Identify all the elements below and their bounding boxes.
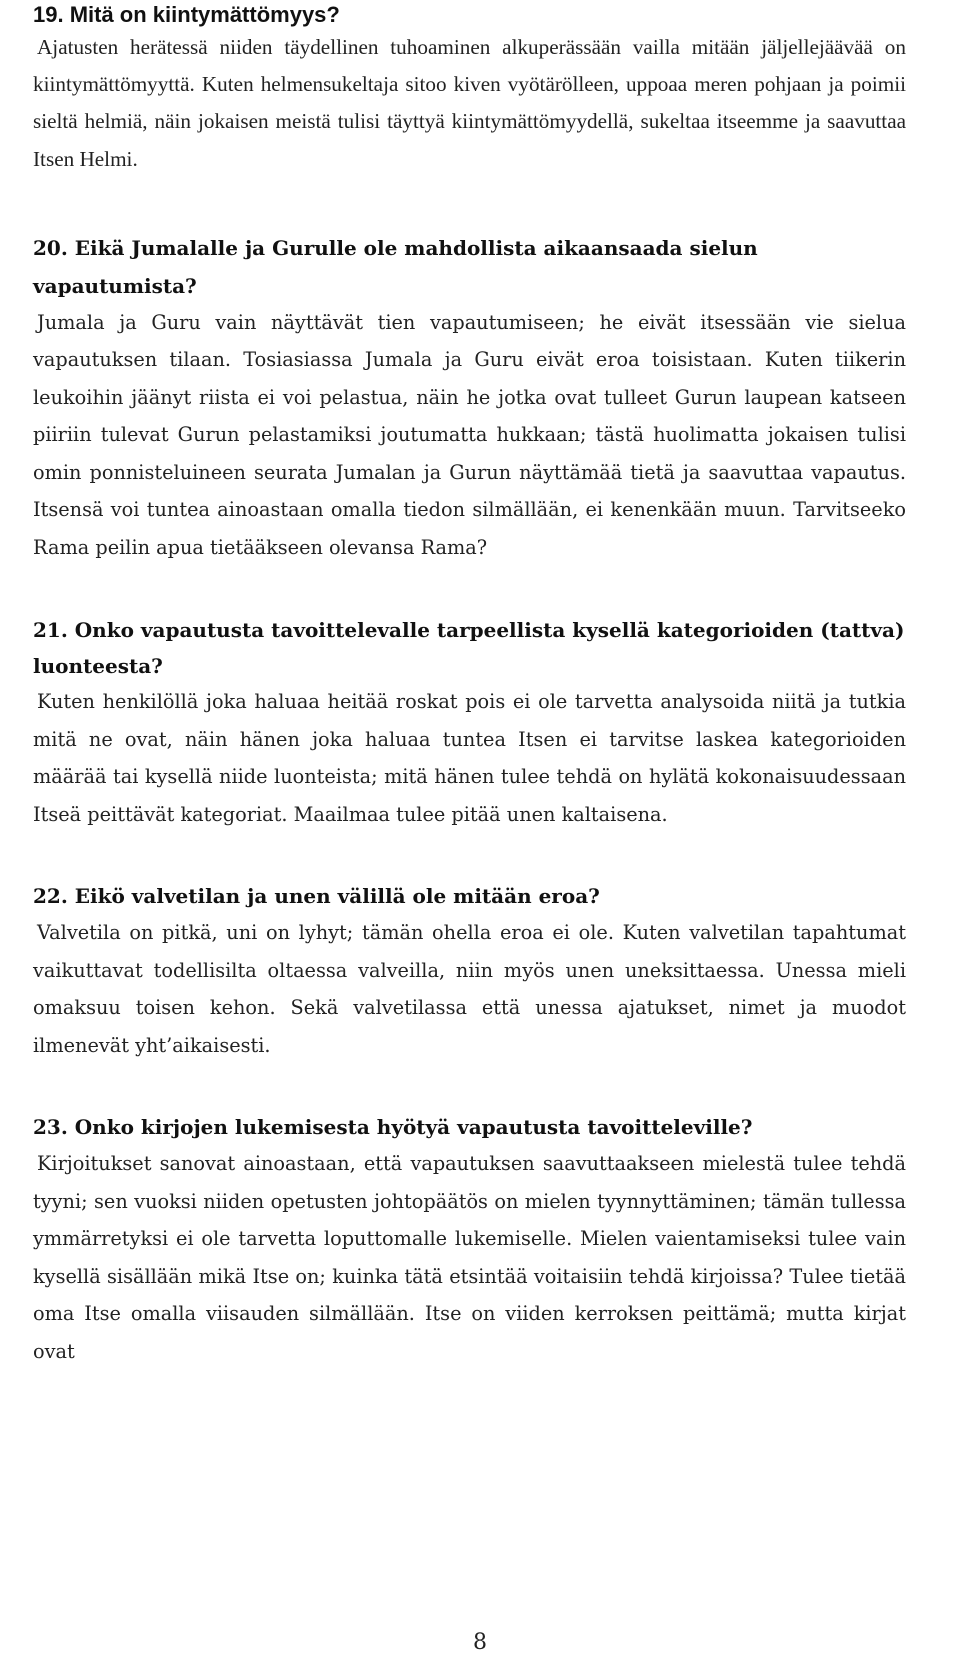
section-23 <box>33 1109 906 1370</box>
question-heading: 21. Onko vapautusta tavoittelevalle tarpeellista kysellä kategorioiden (tattva) luonteesta? <box>33 618 905 679</box>
answer-paragraph: Jumala ja Guru vain näyttävät tien vapautumiseen; he eivät itsessään vie sielua vapautuksen tilaan. Tosiasiassa Jumala ja Guru eivät eroa toisistaan. Kuten tiikerin leukoihin jäänyt riista ei voi pelastua, näin he jotka ovat tulleet Gurun laupean katseen piiriin tulevat Gurun pelastamiksi joutumatta hukkaan; tästä huolimatta jokaisen tulisi omin ponnisteluineen seurata Jumalan ja Gurun näyttämää tietä ja saavuttaa vapautus. Itsensä voi tuntea ainoastaan omalla tiedon silmällään, ei kenenkään muun. Tarvitseeko Rama peilin apua tietääkseen olevansa Rama? <box>33 310 906 559</box>
question-heading: 19. Mitä on kiintymättömyys? <box>33 2 340 27</box>
answer-paragraph: Ajatusten herätessä niiden täydellinen tuhoaminen alkuperässään vailla mitään jäljellejäävää on kiintymättömyyttä. Kuten helmensukeltaja sitoo kiven vyötärölleen, uppoaa meren pohjaan ja poimii sieltä helmiä, näin jokaisen meistä tulisi täyttyä kiintymättömyydellä, sukeltaa itseemme ja saavuttaa Itsen Helmi. <box>33 35 906 171</box>
question-heading: 20. Eikä Jumalalle ja Gurulle ole mahdollista aikaansaada sielun vapautumista? <box>33 235 758 298</box>
answer-paragraph: Kuten henkilöllä joka haluaa heitää roskat pois ei ole tarvetta analysoida niitä ja tutkia mitä ne ovat, näin hänen joka haluaa tuntea Itsen ei tarvitse laskea kategorioiden määrää tai kysellä niide luonteista; mitä hänen tulee tehdä on hylätä kokonaisuudessaan Itseä peittävät kategoriat. Maailmaa tulee pitää unen kaltaisena. <box>33 690 906 826</box>
section-19 <box>33 0 906 178</box>
section-gap <box>33 178 906 229</box>
section-21 <box>33 612 906 833</box>
question-heading: 22. Eikö valvetilan ja unen välillä ole mitään eroa? <box>33 884 600 909</box>
answer-paragraph: Valvetila on pitkä, uni on lyhyt; tämän ohella eroa ei ole. Kuten valvetilan tapahtumat vaikuttavat todellisilta oltaessa valveilla, niin myös unen uneksittaessa. Unessa mieli omaksuu toisen kehon. Sekä valvetilassa että unessa ajatukset, nimet ja muodot ilmenevät yht’aikaisesti. <box>33 921 906 1057</box>
answer-paragraph: Kirjoitukset sanovat ainoastaan, että vapautuksen saavuttaakseen mielestä tulee tehdä tyyni; sen vuoksi niiden opetusten johtopäätös on mielen tyynnyttäminen; tämän tullessa ymmärretyksi ei ole tarvetta loputtomalle lukemiselle. Mielen vaientamiseksi tulee vain kysellä sisällään mikä Itse on; kuinka tätä etsintää voitaisiin tehdä kirjoissa? Tulee tietää oma Itse omalla viisauden silmällään. Itse on viiden kerroksen peittämä; mutta kirjat ovat <box>33 1152 906 1363</box>
page-number: 8 <box>473 1630 487 1655</box>
section-22 <box>33 878 906 1064</box>
section-gap <box>33 566 906 612</box>
question-heading: 23. Onko kirjojen lukemisesta hyötyä vapautusta tavoitteleville? <box>33 1115 753 1140</box>
section-gap <box>33 833 906 878</box>
section-20 <box>33 229 906 567</box>
section-gap <box>33 1064 906 1109</box>
